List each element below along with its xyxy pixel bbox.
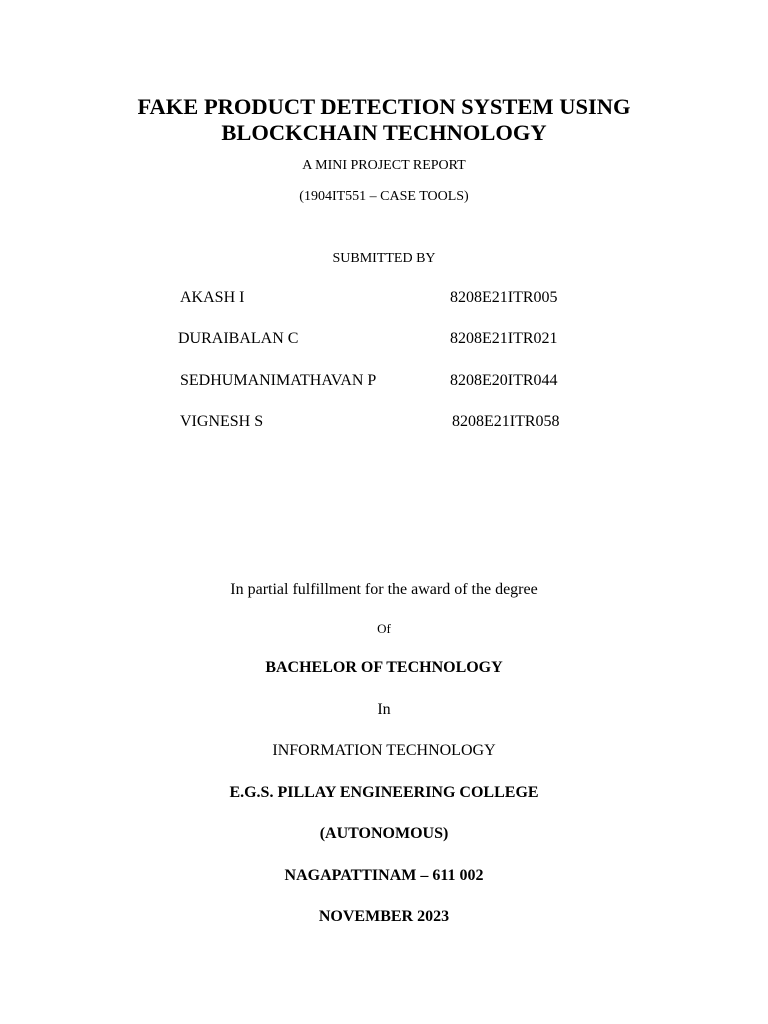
report-title-line-2: BLOCKCHAIN TECHNOLOGY <box>221 120 547 145</box>
member-name: AKASH I <box>180 289 245 306</box>
college-name: E.G.S. PILLAY ENGINEERING COLLEGE <box>229 784 539 801</box>
college-status: (AUTONOMOUS) <box>319 825 449 842</box>
report-title <box>0 94 768 146</box>
degree-name: BACHELOR OF TECHNOLOGY <box>265 659 503 676</box>
member-register-number: 8208E21ITR005 <box>450 289 558 306</box>
member-register-number: 8208E21ITR021 <box>450 330 558 347</box>
member-name: DURAIBALAN C <box>178 330 299 347</box>
member-register-number: 8208E20ITR044 <box>450 372 558 389</box>
submitted-by-heading: SUBMITTED BY <box>332 251 436 266</box>
in-connector: In <box>377 701 391 718</box>
member-name: SEDHUMANIMATHAVAN P <box>180 372 377 389</box>
course-code: (1904IT551 – CASE TOOLS) <box>299 189 469 204</box>
report-title-line-1: FAKE PRODUCT DETECTION SYSTEM USING <box>137 94 631 119</box>
department-name: INFORMATION TECHNOLOGY <box>272 742 496 759</box>
submission-date: NOVEMBER 2023 <box>318 908 450 925</box>
fulfillment-statement: In partial fulfillment for the award of the degree <box>230 581 538 598</box>
member-name: VIGNESH S <box>180 413 264 430</box>
report-subtitle: A MINI PROJECT REPORT <box>302 158 466 173</box>
college-location: NAGAPATTINAM – 611 002 <box>284 867 484 884</box>
member-register-number: 8208E21ITR058 <box>452 413 560 430</box>
of-connector: Of <box>377 621 391 636</box>
